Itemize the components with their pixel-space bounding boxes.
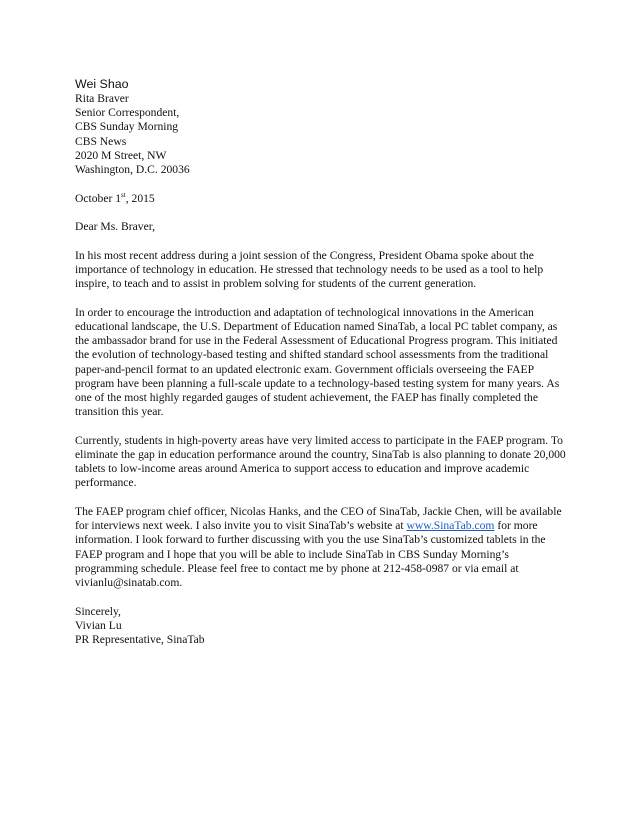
recipient-street: 2020 M Street, NW [75, 148, 167, 162]
letter-date [75, 192, 565, 206]
paragraph-1 [75, 249, 565, 292]
signer-name: Vivian Lu [75, 618, 122, 632]
website-link[interactable]: www.SinaTab.com [406, 519, 495, 533]
paragraph-3 [75, 434, 565, 491]
valediction: Sincerely, [75, 604, 121, 618]
paragraph-line: vivianlu@sinatab.com. [75, 576, 183, 590]
recipient-address [75, 92, 565, 177]
paragraph-line: information. I look forward to further discussing with you the use SinaTab’s customized tablets in the [75, 533, 546, 547]
paragraph-line: transition this year. [75, 405, 164, 419]
paragraph-line: educational landscape, the U.S. Department of Education named SinaTab, a local PC tablet company, as [75, 320, 558, 333]
paragraph-line: inspire, to teach and to assist in problem solving for students of the current generation. [75, 277, 477, 291]
paragraph-line-with-link: for interviews next week. I also invite you to visit SinaTab’s website at www.SinaTab.com for more [75, 519, 538, 533]
paragraph-line: paper-and-pencil format to an updated electronic exam. Government officials overseeing the FAEP [75, 362, 535, 376]
paragraph-line: Currently, students in high-poverty areas have very limited access to participate in the FAEP program. To [75, 433, 563, 447]
paragraph-line: tablets to low-income areas around America to support access to education and improve academic [75, 462, 530, 476]
recipient-city: Washington, D.C. 20036 [75, 163, 190, 177]
paragraph-line: eliminate the gap in education performance around the country, SinaTab is also planning to donate 20,000 [75, 448, 566, 462]
paragraph-4 [75, 505, 565, 590]
paragraph-line: program have been planning a full-scale update to a technology-based testing system for many years. As [75, 376, 560, 390]
paragraph-line: one of the most highly regarded gauges of student achievement, the FAEP has finally completed the [75, 391, 538, 405]
paragraph-line: In his most recent address during a joint session of the Congress, President Obama spoke about the [75, 248, 534, 262]
paragraph-line: performance. [75, 476, 137, 490]
date-year: , 2015 [125, 191, 155, 205]
recipient-name: Rita Braver [75, 92, 129, 105]
paragraph-line: programming schedule. Please feel free to contact me by phone at 212-458-0987 or via email at [75, 561, 519, 575]
recipient-title: Senior Correspondent, [75, 106, 180, 120]
paragraph-line: In order to encourage the introduction and adaptation of technological innovations in the American [75, 305, 534, 319]
paragraph-line: the evolution of technology-based testing and shifted standard school assessments from the traditional [75, 348, 549, 362]
sender-name: Wei Shao [75, 77, 129, 91]
signer-title: PR Representative, SinaTab [75, 633, 205, 647]
paragraph-2 [75, 306, 565, 420]
paragraph-line: The FAEP program chief officer, Nicolas Hanks, and the CEO of SinaTab, Jackie Chen, will be available [75, 505, 562, 519]
closing [75, 605, 565, 648]
date-suffix: st [121, 190, 126, 199]
salutation: Dear Ms. Braver, [75, 220, 156, 234]
recipient-program: CBS Sunday Morning [75, 120, 179, 134]
letter-body [75, 77, 565, 662]
date-month-day: October 1 [75, 191, 122, 205]
paragraph-line: FAEP program and I hope that you will be able to include SinaTab in CBS Sunday Morning’s [75, 547, 509, 561]
recipient-organization: CBS News [75, 134, 127, 148]
paragraph-line: the ambassador brand for use in the Federal Assessment of Educational Progress program. This initiated [75, 334, 558, 348]
paragraph-line: importance of technology in education. He stressed that technology needs to be used as a tool to help [75, 263, 544, 276]
